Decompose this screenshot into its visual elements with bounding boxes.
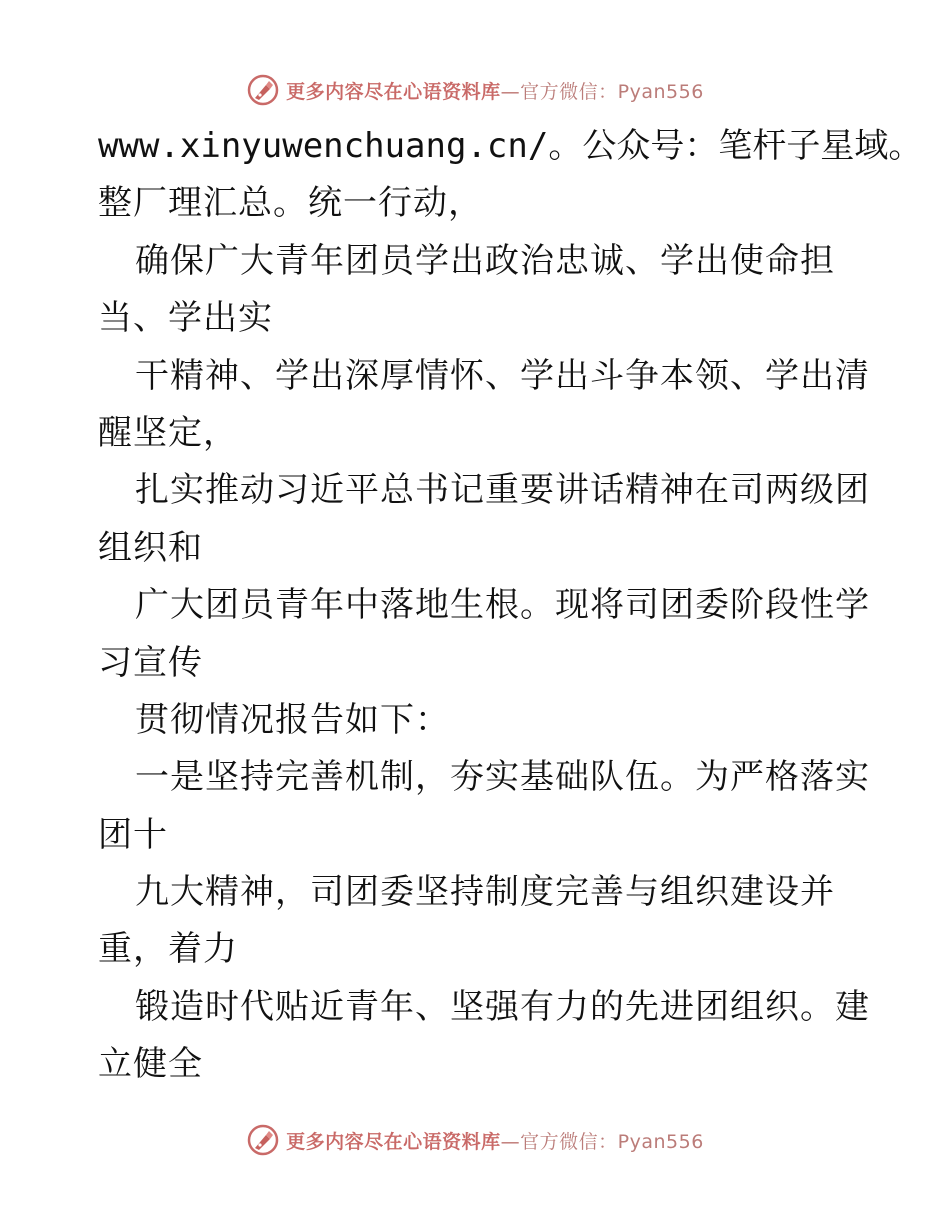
text-line: 团十 [98, 814, 168, 855]
text-line: 确保广大青年团员学出政治忠诚、学出使命担 [135, 240, 835, 281]
text-line: 组织和 [98, 527, 203, 568]
text-line: 广大团员青年中落地生根。现将司团委阶段性学 [135, 585, 870, 626]
footer-banner [0, 1120, 950, 1160]
banner-wechat: 官方微信：Pyan556 [520, 1130, 704, 1153]
banner-text [286, 77, 704, 104]
text-line: 干精神、学出深厚情怀、学出斗争本领、学出清 [135, 355, 870, 396]
text-line: 贯彻情况报告如下： [135, 699, 450, 740]
text-line: 锻造时代贴近青年、坚强有力的先进团组织。建 [135, 986, 870, 1027]
banner-text [286, 1127, 704, 1154]
document-body [98, 118, 923, 1094]
banner-separator: — [500, 1130, 521, 1153]
text-line: www.xinyuwenchuang.cn/。公众号：笔杆子星域。 [98, 126, 923, 166]
text-line: 整厂理汇总。统一行动， [98, 183, 483, 224]
banner-brand: 更多内容尽在心语资料库 [286, 80, 501, 103]
text-line: 扎实推动习近平总书记重要讲话精神在司两级团 [135, 470, 870, 511]
pen-nib-logo-icon [246, 1123, 280, 1157]
text-line: 重，着力 [98, 929, 238, 970]
text-line: 习宣传 [98, 642, 203, 683]
text-line: 立健全 [98, 1044, 203, 1085]
banner-wechat: 官方微信：Pyan556 [520, 80, 704, 103]
text-line: 当、学出实 [98, 298, 273, 339]
text-line: 醒坚定， [98, 412, 238, 453]
text-line: 九大精神，司团委坚持制度完善与组织建设并 [135, 872, 835, 913]
banner-brand: 更多内容尽在心语资料库 [286, 1130, 501, 1153]
pen-nib-logo-icon [246, 73, 280, 107]
header-banner [0, 70, 950, 110]
text-line: 一是坚持完善机制，夯实基础队伍。为严格落实 [135, 757, 870, 798]
banner-separator: — [500, 80, 521, 103]
